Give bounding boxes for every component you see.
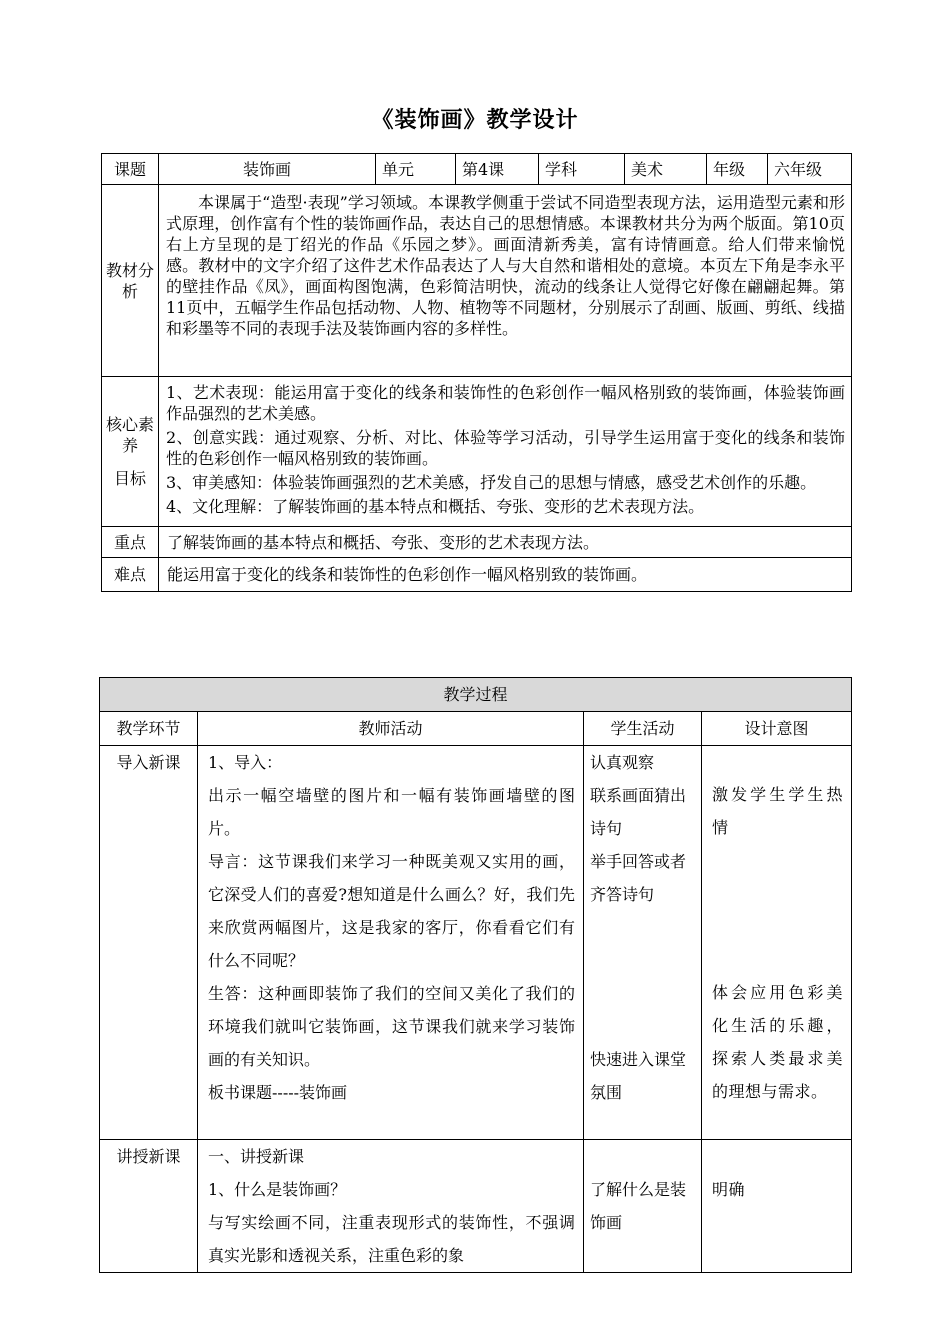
teacher-line: 板书课题-----装饰画	[208, 1083, 348, 1102]
teacher-line: 1、什么是装饰画？	[208, 1180, 347, 1199]
subject-value: 美术	[625, 154, 707, 185]
lesson-info-table	[101, 153, 852, 592]
teacher-line: 出示一幅空墙壁的图片和一幅有装饰画墙壁的图片。	[208, 786, 575, 838]
process-title: 教学过程	[100, 678, 852, 712]
student-activity	[584, 1140, 702, 1273]
header-row	[102, 154, 852, 185]
teacher-line: 与写实绘画不同，注重表现形式的装饰性，不强调真实光影和透视关系，注重色彩的象	[208, 1213, 575, 1265]
teacher-line: 导言：这节课我们来学习一种既美观又实用的画，它深受人们的喜爱?想知道是什么画么？好，我们先来欣赏两幅图片，这是我家的客厅，你看看它们有什么不同呢？	[208, 852, 575, 970]
design-line: 激发学生学生热情	[712, 785, 844, 837]
teacher-line: 一、讲授新课	[208, 1147, 305, 1166]
process-header-row	[100, 712, 852, 746]
design-line: 体会应用色彩美化生活的乐趣，探索人类最求美的理想与需求。	[712, 983, 844, 1101]
goal-item: 3、审美感知：体验装饰画强烈的艺术美感，抒发自己的思想与情感，感受艺术创作的乐趣。	[166, 473, 817, 492]
student-line: 联系画面猜出诗句	[590, 786, 687, 838]
student-line: 认真观察	[590, 753, 655, 772]
grade-value: 六年级	[768, 154, 852, 185]
goals-label	[102, 377, 159, 527]
design-intent	[702, 1140, 852, 1273]
grade-label: 年级	[707, 154, 768, 185]
stage-cell: 导入新课	[100, 746, 198, 1140]
goals-label-core: 核心素养	[106, 415, 155, 455]
col-header-stage: 教学环节	[100, 712, 198, 746]
col-header-design: 设计意图	[702, 712, 852, 746]
student-line: 举手回答或者齐答诗句	[590, 852, 687, 904]
key-point-row	[102, 527, 852, 558]
document-title: 《装饰画》教学设计	[371, 107, 579, 133]
teacher-activity	[198, 746, 584, 1140]
teacher-activity	[198, 1140, 584, 1273]
unit-label: 单元	[376, 154, 456, 185]
process-row-new	[100, 1140, 852, 1273]
subject-label: 学科	[539, 154, 625, 185]
analysis-text: 本课属于“造型·表现”学习领域。本课教学侧重于尝试不同造型表现方法，运用造型元素和形式原理，创作富有个性的装饰画作品，表达自己的思想情感。本课教材共分为两个版面。第10页右上方呈现的是丁绍光的作品《乐园之梦》。画面清新秀美，富有诗情画意。给人们带来愉悦感。教材中的文字介绍了这件艺术作品表达了人与大自然和谐相处的意境。本页左下角是李永平的壁挂作品《凤》，画面构图饱满，色彩简洁明快，流动的线条让人觉得它好像在翩翩起舞。第11页中，五幅学生作品包括动物、人物、植物等不同题材，分别展示了刮画、版画、剪纸、线描和彩墨等不同的表现手法及装饰画内容的多样性。	[159, 185, 852, 377]
process-row-intro	[100, 746, 852, 1140]
goals-label-target: 目标	[113, 469, 146, 488]
student-activity	[584, 746, 702, 1140]
col-header-student: 学生活动	[584, 712, 702, 746]
difficulty-text: 能运用富于变化的线条和装饰性的色彩创作一幅风格别致的装饰画。	[159, 558, 852, 592]
stage-cell: 讲授新课	[100, 1140, 198, 1273]
analysis-label: 教材分析	[102, 185, 159, 377]
goal-item: 1、艺术表现：能运用富于变化的线条和装饰性的色彩创作一幅风格别致的装饰画，体验装饰画作品强烈的艺术美感。	[166, 383, 845, 423]
key-text: 了解装饰画的基本特点和概括、夸张、变形的艺术表现方法。	[159, 527, 852, 558]
difficulty-label: 难点	[102, 558, 159, 592]
process-title-row	[100, 678, 852, 712]
teacher-line: 1、导入：	[208, 753, 283, 772]
student-line: 了解什么是装饰画	[590, 1180, 687, 1232]
goal-item: 4、文化理解：了解装饰画的基本特点和概括、夸张、变形的艺术表现方法。	[166, 497, 705, 516]
design-line: 明确	[712, 1180, 746, 1199]
goals-row	[102, 377, 852, 527]
key-label: 重点	[102, 527, 159, 558]
teaching-process-table	[99, 677, 852, 1273]
goals-list	[159, 377, 852, 527]
teacher-line: 生答：这种画即装饰了我们的空间又美化了我们的环境我们就叫它装饰画，这节课我们就来学习装饰画的有关知识。	[208, 984, 575, 1069]
difficulty-row	[102, 558, 852, 592]
design-intent	[702, 746, 852, 1140]
goal-item: 2、创意实践：通过观察、分析、对比、体验等学习活动，引导学生运用富于变化的线条和装饰性的色彩创作一幅风格别致的装饰画。	[166, 428, 845, 468]
unit-value: 第4课	[456, 154, 539, 185]
student-line: 快速进入课堂氛围	[590, 1050, 687, 1102]
course-value: 装饰画	[159, 154, 376, 185]
analysis-row	[102, 185, 852, 377]
col-header-teacher: 教师活动	[198, 712, 584, 746]
course-label: 课题	[102, 154, 159, 185]
